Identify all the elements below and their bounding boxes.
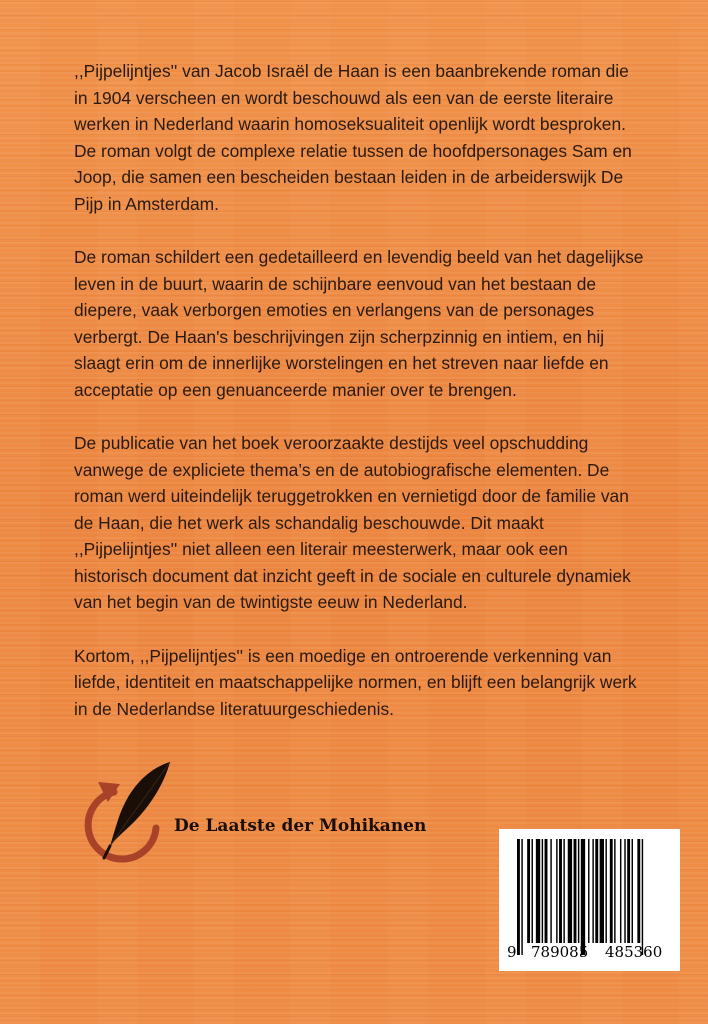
barcode-bar [595, 839, 598, 943]
barcode-left-group: 789085 [531, 943, 589, 961]
barcode-bar [527, 839, 530, 943]
blurb-paragraph-4: Kortom, ,,Pijpelijntjes'' is een moedige en ontroerende verkenning van liefde, identiteit en maatschappelijke normen, en blijft een belangrijk werk in de Nederlandse literatuurgeschiedenis. [74, 645, 637, 719]
barcode-bar [550, 839, 551, 943]
barcode-bar [581, 839, 585, 955]
barcode-bar [642, 839, 643, 955]
blurb-paragraph-1: ,,Pijpelijntjes'' van Jacob Israël de Haan is een baanbrekende roman die in 1904 verscheen en wordt beschouwd als een van de eerste literaire werken in Nederland waarin homoseksualiteit openlijk wordt besproken. De roman volgt de complexe relatie tussen de hoofdpersonages Sam en Joop, die samen een bescheiden bestaan leiden in de arbeiderswijk De Pijp in Amsterdam. [74, 61, 632, 214]
barcode-bar [632, 839, 633, 943]
publisher-name: De Laatste der Mohikanen [174, 816, 427, 836]
barcode-bar [556, 839, 557, 943]
barcode-bar [542, 839, 543, 943]
barcode-bar [521, 839, 522, 955]
quill-with-circular-arrow-icon [74, 760, 174, 870]
blurb-paragraph-3: De publicatie van het boek veroorzaakte destijds veel opschudding vanwege de expliciete thema’s en de autobiografische elementen. De roman werd uiteindelijk teruggetrokken en vernietigd door de familie van de Haan, die het werk als schandalig beschouwde. Dit maakt ,,Pijpelijntjes'' niet alleen een literair meesterwerk, maar ook een historisch document dat inzicht geeft in de sociale en culturele dynamiek van het begin van de twintigste eeuw in Nederland. [74, 433, 631, 612]
barcode-bar [605, 839, 606, 943]
blurb-paragraph-2: De roman schildert een gedetailleerd en levendig beeld van het dagelijkse leven in de buurt, waarin de schijnbare eenvoud van het bestaan de diepere, vaak verborgen emoties en verlangens van de personages verbergt. De Haan's beschrijvingen zijn scherpzinnig en intiem, en hij slaagt erin om de innerlijke worstelingen en het streven naar liefde en acceptatie op een genuanceerde manier over te brengen. [74, 247, 644, 400]
barcode-bar [559, 839, 562, 943]
barcode-bar [624, 839, 625, 943]
publisher-imprint [74, 760, 494, 870]
barcode-bar [532, 839, 533, 943]
barcode-bar [568, 839, 572, 943]
barcode-bar [600, 839, 604, 943]
barcode-bar [574, 839, 577, 943]
isbn-barcode [499, 829, 680, 971]
barcode-bar [536, 839, 540, 943]
barcode-prefix-digit: 9 [507, 943, 517, 961]
barcode-bar [627, 839, 630, 943]
barcode-bar [620, 839, 621, 943]
barcode-bar [592, 839, 593, 943]
barcode-bar [517, 839, 520, 955]
barcode-bar [610, 839, 613, 943]
barcode-bar [545, 839, 548, 943]
barcode-bar [637, 839, 640, 943]
back-cover-blurb [74, 58, 644, 749]
barcode-bar [563, 839, 564, 943]
barcode-right-group: 485360 [605, 943, 663, 961]
barcode-bar [578, 839, 579, 943]
barcode-bar [614, 839, 615, 943]
barcode-bar [588, 839, 589, 943]
